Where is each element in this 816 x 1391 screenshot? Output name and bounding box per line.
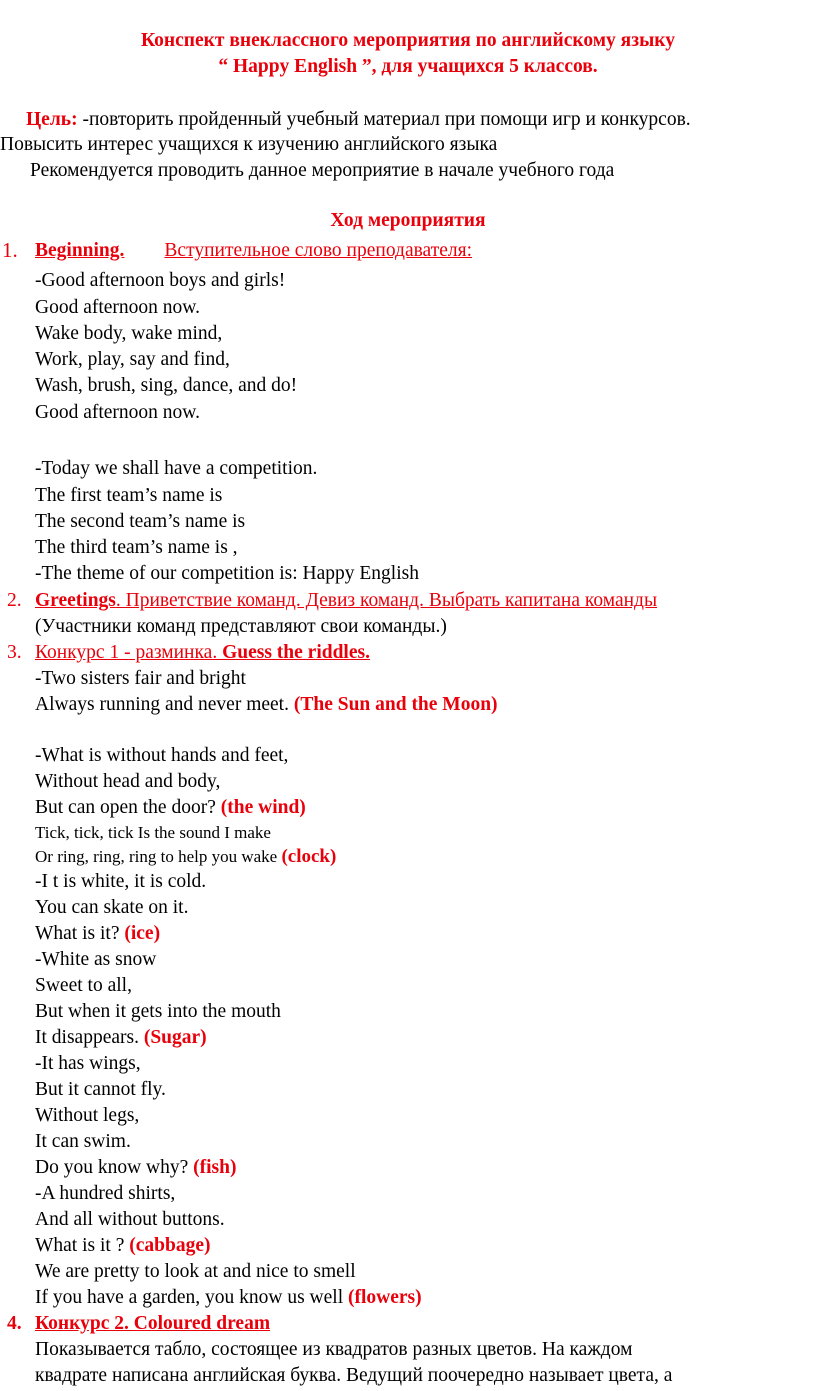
competition-line-3: The second team’s name is <box>35 511 246 532</box>
riddle-6-line-2: But it cannot fly. <box>35 1079 166 1100</box>
riddle-6-text: Do you know why? <box>35 1157 194 1178</box>
poem-line-1: -Good afternoon boys and girls! <box>35 270 286 291</box>
riddle-1-line-1: -Two sisters fair and bright <box>35 668 246 689</box>
goal-text-1: -повторить пройденный учебный материал при помощи игр и конкурсов. <box>77 109 691 130</box>
item-3-heading <box>35 641 370 665</box>
riddle-8-answer: (flowers) <box>348 1287 422 1308</box>
item-2-number: 2. <box>7 590 22 611</box>
riddle-2-line-2: Without head and body, <box>35 771 221 792</box>
riddle-2-line-3 <box>35 796 306 820</box>
greetings-note: (Участники команд представляют свои команды.) <box>35 616 447 637</box>
riddle-6-answer: (fish) <box>193 1157 237 1178</box>
competition-line-5: -The theme of our competition is: Happy English <box>35 563 419 584</box>
riddle-3-line-1: Tick, tick, tick Is the sound I make <box>35 823 271 842</box>
riddle-1-text: Always running and never meet. <box>35 694 294 715</box>
riddle-8-line-2 <box>35 1286 422 1310</box>
riddle-6-line-5 <box>35 1156 237 1180</box>
riddle-4-text: What is it? <box>35 923 125 944</box>
item-1-heading-rest: Вступительное слово преподавателя: <box>164 240 472 261</box>
riddle-4-line-1: -I t is white, it is cold. <box>35 871 207 892</box>
item-1-heading-bold: Beginning. <box>35 240 125 261</box>
riddle-8-line-1: We are pretty to look at and nice to smell <box>35 1261 356 1282</box>
riddle-6-line-4: It can swim. <box>35 1131 131 1152</box>
item-1-heading <box>35 239 472 263</box>
item-3-heading-bold: Guess the riddles. <box>222 642 370 663</box>
poem-line-4: Work, play, say and find, <box>35 349 230 370</box>
poem-line-2: Good afternoon now. <box>35 297 200 318</box>
competition-line-4: The third team’s name is , <box>35 537 238 558</box>
riddle-3-answer: (clock) <box>281 846 337 867</box>
riddle-7-line-1: -A hundred shirts, <box>35 1183 176 1204</box>
riddle-6-line-1: -It has wings, <box>35 1053 141 1074</box>
riddle-1-answer: (The Sun and the Moon) <box>293 694 498 715</box>
riddle-2-answer: (the wind) <box>220 797 306 818</box>
riddle-5-line-1: -White as snow <box>35 949 157 970</box>
riddle-5-line-4 <box>35 1026 207 1050</box>
item-4-heading <box>35 1312 270 1336</box>
item-2-heading-bold: Greetings <box>35 590 116 611</box>
goal-label: Цель: <box>26 109 78 130</box>
poem-line-6: Good afternoon now. <box>35 402 200 423</box>
riddle-7-line-2: And all without buttons. <box>35 1209 225 1230</box>
riddle-1-line-2 <box>35 693 498 717</box>
riddle-3-text: Or ring, ring, ring to help you wake <box>35 847 282 866</box>
goal-line-2: Повысить интерес учащихся к изучению английского языка <box>0 134 498 155</box>
document-title-line-2: “ Happy English ”, для учащихся 5 классов. <box>218 56 598 77</box>
riddle-4-line-2: You can skate on it. <box>35 897 189 918</box>
item-2-heading <box>35 589 657 613</box>
riddle-4-line-3 <box>35 922 160 946</box>
section-title: Ход мероприятия <box>330 210 486 231</box>
contest-2-line-2: квадрате написана английская буква. Ведущий поочередно называет цвета, а <box>35 1365 673 1386</box>
goal-line-1 <box>26 108 691 132</box>
riddle-2-text: But can open the door? <box>35 797 221 818</box>
riddle-7-text: What is it ? <box>35 1235 130 1256</box>
riddle-5-line-2: Sweet to all, <box>35 975 132 996</box>
contest-2-line-1: Показывается табло, состоящее из квадратов разных цветов. На каждом <box>35 1339 633 1360</box>
item-3-heading-plain: Конкурс 1 - разминка. <box>35 642 223 663</box>
riddle-8-text: If you have a garden, you know us well <box>35 1287 348 1308</box>
item-4-number: 4. <box>7 1313 22 1334</box>
item-3-number: 3. <box>7 642 22 663</box>
riddle-7-answer: (cabbage) <box>129 1235 211 1256</box>
riddle-5-line-3: But when it gets into the mouth <box>35 1001 281 1022</box>
riddle-5-answer: (Sugar) <box>143 1027 207 1048</box>
poem-line-3: Wake body, wake mind, <box>35 323 223 344</box>
item-4-heading-bold: Конкурс 2. Coloured dream <box>35 1313 271 1334</box>
goal-line-3: Рекомендуется проводить данное мероприятие в начале учебного года <box>30 160 615 181</box>
poem-line-5: Wash, brush, sing, dance, and do! <box>35 375 298 396</box>
competition-line-2: The first team’s name is <box>35 485 223 506</box>
item-1-number: 1. <box>2 238 18 262</box>
riddle-7-line-3 <box>35 1234 210 1258</box>
riddle-2-line-1: -What is without hands and feet, <box>35 745 289 766</box>
document-title-line-1: Конспект внеклассного мероприятия по английскому языку <box>140 30 676 51</box>
competition-line-1: -Today we shall have a competition. <box>35 458 318 479</box>
item-2-heading-rest: . Приветствие команд. Девиз команд. Выбрать капитана команды <box>115 590 658 611</box>
riddle-5-text: It disappears. <box>35 1027 144 1048</box>
riddle-6-line-3: Without legs, <box>35 1105 140 1126</box>
riddle-4-answer: (ice) <box>124 923 161 944</box>
riddle-3-line-2 <box>35 845 336 869</box>
